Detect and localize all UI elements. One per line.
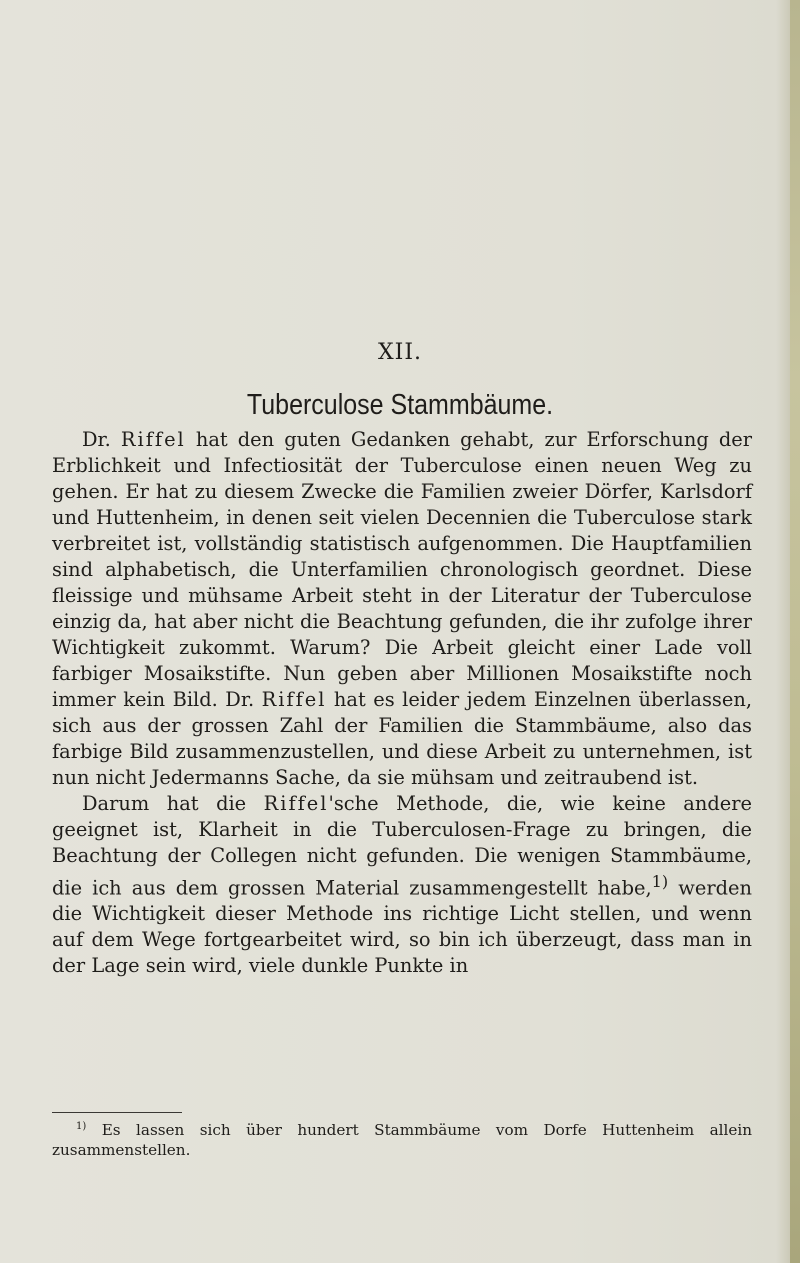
paragraph-2 (52, 791, 752, 979)
footnote-reference: 1) (651, 872, 669, 891)
author-name: Riffel (263, 792, 329, 815)
author-name: Riffel (261, 688, 327, 711)
paragraph-text: werden die Wichtigkeit dieser Methode ins richtige Licht stellen, und wenn auf dem Wege fortgearbeitet wird, so bin ich überzeugt, dass man in der Lage sein wird, viele dunkle Punkte in (52, 876, 752, 978)
chapter-number: XII. (377, 340, 423, 365)
footnote (52, 1117, 752, 1160)
footnote-marker: 1) (76, 1121, 87, 1132)
body-text (52, 427, 752, 979)
paragraph-text: 'sche Methode, die, wie keine andere geeignet ist, Klarheit in die Tuberculosen-Frage zu bringen, die Beachtung der Collegen nicht gefunden. Die wenigen Stammbäume, die ich aus dem grossen Material zusammengestellt habe, (52, 792, 752, 900)
footnote-rule (52, 1112, 182, 1113)
paragraph-text: Darum hat die (82, 792, 264, 815)
paragraph-text: Dr. (82, 428, 121, 451)
paragraph-text: hat den guten Gedanken gehabt, zur Erforschung der Erblichkeit und Infectiosität der Tuberculose einen neuen Weg zu gehen. Er hat zu diesem Zwecke die Familien zweier Dörfer, Karlsdorf und Huttenheim, in denen seit vielen Decennien die Tuberculose stark verbreitet ist, vollständig statistisch aufgenommen. Die Hauptfamilien sind alphabetisch, die Unterfamilien chronologisch geordnet. Diese fleissige und mühsame Arbeit steht in der Literatur der Tuberculose einzig da, hat aber nicht die Beachtung gefunden, die ihr zufolge ihrer Wichtigkeit zukommt. Warum? Die Arbeit gleicht einer Lade voll farbiger Mosaikstifte. Nun geben aber Millionen Mosaikstifte noch immer kein Bild. Dr. (52, 428, 752, 711)
paragraph-1 (52, 427, 752, 791)
footnote-text: Es lassen sich über hundert Stammbäume vom Dorfe Huttenheim allein zusammenstellen. (52, 1121, 752, 1160)
paragraph-text: hat es leider jedem Einzelnen überlassen, sich aus der grossen Zahl der Familien die Stammbäume, also das farbige Bild zusammenzustellen, und diese Arbeit zu unternehmen, ist nun nicht Jedermanns Sache, da sie mühsam und zeitraubend ist. (52, 688, 752, 789)
author-name: Riffel (120, 428, 186, 451)
page-edge (790, 0, 800, 1263)
chapter-title: Tuberculose Stammbäume. (246, 388, 554, 422)
